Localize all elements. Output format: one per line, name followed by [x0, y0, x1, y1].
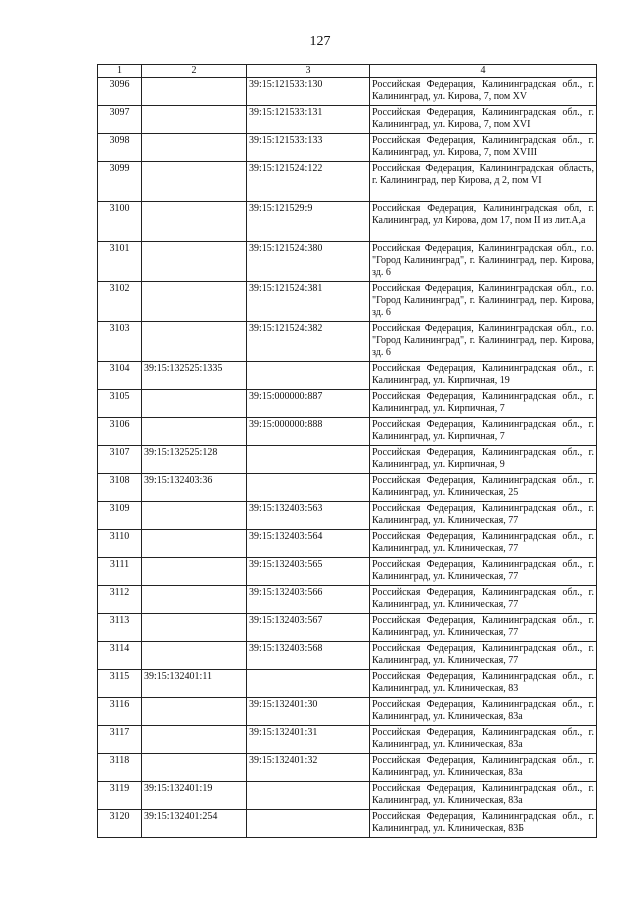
building-cadastral-cell: 39:15:121529:9	[247, 202, 370, 242]
table-row	[98, 558, 597, 586]
land-cadastral-cell	[142, 322, 247, 362]
land-cadastral-cell	[142, 558, 247, 586]
row-number-cell: 3104	[98, 362, 142, 390]
row-number-cell: 3098	[98, 134, 142, 162]
row-number-cell: 3110	[98, 530, 142, 558]
column-header-2: 2	[142, 65, 247, 78]
row-number-cell: 3107	[98, 446, 142, 474]
row-number-cell: 3103	[98, 322, 142, 362]
row-number-cell: 3100	[98, 202, 142, 242]
building-cadastral-cell	[247, 810, 370, 838]
row-number-cell: 3101	[98, 242, 142, 282]
row-number-cell: 3115	[98, 670, 142, 698]
address-cell: Российская Федерация, Калининградская обл., г. Калининград, ул. Клиническая, 77	[370, 614, 597, 642]
address-cell: Российская Федерация, Калининградская обл., г.о. "Город Калининград", г. Калининград, пер. Кирова, зд. 6	[370, 242, 597, 282]
address-cell: Российская Федерация, Калининградская обл., г. Калининград, ул. Кирпичная, 7	[370, 390, 597, 418]
land-cadastral-cell	[142, 642, 247, 670]
table-header	[98, 65, 597, 78]
table-row	[98, 810, 597, 838]
page-number: 127	[309, 34, 331, 49]
building-cadastral-cell: 39:15:132403:567	[247, 614, 370, 642]
address-cell: Российская Федерация, Калининградская обл., г. Калининград, ул. Кирпичная, 19	[370, 362, 597, 390]
row-number-cell: 3111	[98, 558, 142, 586]
land-cadastral-cell	[142, 78, 247, 106]
building-cadastral-cell: 39:15:121533:131	[247, 106, 370, 134]
table-row	[98, 78, 597, 106]
row-number-cell: 3112	[98, 586, 142, 614]
building-cadastral-cell: 39:15:132403:566	[247, 586, 370, 614]
building-cadastral-cell: 39:15:121524:380	[247, 242, 370, 282]
column-header-1: 1	[98, 65, 142, 78]
row-number-cell: 3102	[98, 282, 142, 322]
table-row	[98, 390, 597, 418]
column-header-4: 4	[370, 65, 597, 78]
building-cadastral-cell	[247, 782, 370, 810]
table-row	[98, 474, 597, 502]
address-cell: Российская Федерация, Калининградская обл., г. Калининград, ул. Клиническая, 83Б	[370, 810, 597, 838]
row-number-cell: 3105	[98, 390, 142, 418]
building-cadastral-cell: 39:15:121533:130	[247, 78, 370, 106]
building-cadastral-cell: 39:15:132401:32	[247, 754, 370, 782]
table-row	[98, 446, 597, 474]
table-row	[98, 282, 597, 322]
land-cadastral-cell	[142, 390, 247, 418]
land-cadastral-cell	[142, 726, 247, 754]
table-row	[98, 134, 597, 162]
land-cadastral-cell	[142, 242, 247, 282]
address-cell: Российская Федерация, Калининградская обл., г. Калининград, ул. Кирпичная, 7	[370, 418, 597, 446]
building-cadastral-cell: 39:15:000000:887	[247, 390, 370, 418]
land-cadastral-cell	[142, 418, 247, 446]
header-row	[98, 65, 597, 78]
building-cadastral-cell	[247, 474, 370, 502]
address-cell: Российская Федерация, Калининградская обл., г. Калининград, ул. Клиническая, 77	[370, 586, 597, 614]
building-cadastral-cell: 39:15:132403:563	[247, 502, 370, 530]
row-number-cell: 3108	[98, 474, 142, 502]
table-row	[98, 418, 597, 446]
row-number-cell: 3113	[98, 614, 142, 642]
row-number-cell: 3118	[98, 754, 142, 782]
address-cell: Российская Федерация, Калининградская обл., г. Калининград, ул. Клиническая, 77	[370, 642, 597, 670]
address-cell: Российская Федерация, Калининградская обл., г. Калининград, ул. Клиническая, 83а	[370, 782, 597, 810]
row-number-cell: 3096	[98, 78, 142, 106]
address-cell: Российская Федерация, Калининградская обл., г. Калининград, ул. Клиническая, 83а	[370, 754, 597, 782]
building-cadastral-cell	[247, 446, 370, 474]
row-number-cell: 3119	[98, 782, 142, 810]
land-cadastral-cell	[142, 502, 247, 530]
land-cadastral-cell	[142, 586, 247, 614]
land-cadastral-cell: 39:15:132401:254	[142, 810, 247, 838]
row-number-cell: 3109	[98, 502, 142, 530]
row-number-cell: 3120	[98, 810, 142, 838]
table-row	[98, 754, 597, 782]
address-cell: Российская Федерация, Калининградская обл., г. Калининград, ул. Клиническая, 25	[370, 474, 597, 502]
table-row	[98, 202, 597, 242]
land-cadastral-cell	[142, 202, 247, 242]
address-cell: Российская Федерация, Калининградская обл., г.о. "Город Калининград", г. Калининград, пер. Кирова, зд. 6	[370, 322, 597, 362]
building-cadastral-cell	[247, 362, 370, 390]
land-cadastral-cell	[142, 698, 247, 726]
row-number-cell: 3116	[98, 698, 142, 726]
row-number-cell: 3117	[98, 726, 142, 754]
table-body	[98, 78, 597, 838]
table-row	[98, 162, 597, 202]
row-number-cell: 3099	[98, 162, 142, 202]
table-row	[98, 242, 597, 282]
address-cell: Российская Федерация, Калининградская обл., г. Калининград, ул. Клиническая, 77	[370, 558, 597, 586]
address-cell: Российская Федерация, Калининградская обл., г. Калининград, ул. Клиническая, 83а	[370, 726, 597, 754]
table-row	[98, 586, 597, 614]
building-cadastral-cell: 39:15:121524:381	[247, 282, 370, 322]
land-cadastral-cell: 39:15:132525:1335	[142, 362, 247, 390]
land-cadastral-cell	[142, 282, 247, 322]
address-cell: Российская Федерация, Калининградская область, г. Калининград, пер Кирова, д 2, пом VI	[370, 162, 597, 202]
building-cadastral-cell	[247, 670, 370, 698]
land-cadastral-cell: 39:15:132403:36	[142, 474, 247, 502]
building-cadastral-cell: 39:15:132403:564	[247, 530, 370, 558]
table-row	[98, 782, 597, 810]
table-row	[98, 642, 597, 670]
table-row	[98, 726, 597, 754]
address-cell: Российская Федерация, Калининградская обл., г. Калининград, ул. Кирова, 7, пом XVI	[370, 106, 597, 134]
land-cadastral-cell: 39:15:132525:128	[142, 446, 247, 474]
building-cadastral-cell: 39:15:121524:382	[247, 322, 370, 362]
table-row	[98, 106, 597, 134]
address-cell: Российская Федерация, Калининградская обл., г. Калининград, ул. Кирова, 7, пом XV	[370, 78, 597, 106]
land-cadastral-cell	[142, 106, 247, 134]
building-cadastral-cell: 39:15:121524:122	[247, 162, 370, 202]
land-cadastral-cell	[142, 134, 247, 162]
table-row	[98, 362, 597, 390]
registry-table	[97, 64, 597, 838]
column-header-3: 3	[247, 65, 370, 78]
table-row	[98, 698, 597, 726]
building-cadastral-cell: 39:15:132403:568	[247, 642, 370, 670]
building-cadastral-cell: 39:15:132403:565	[247, 558, 370, 586]
address-cell: Российская Федерация, Калининградская обл., г.о. "Город Калининград", г. Калининград, пер. Кирова, зд. 6	[370, 282, 597, 322]
table-row	[98, 530, 597, 558]
address-cell: Российская Федерация, Калининградская обл., г. Калининград, ул. Клиническая, 77	[370, 530, 597, 558]
row-number-cell: 3106	[98, 418, 142, 446]
table-row	[98, 614, 597, 642]
address-cell: Российская Федерация, Калининградская обл., г. Калининград, ул. Клиническая, 83а	[370, 698, 597, 726]
land-cadastral-cell	[142, 530, 247, 558]
address-cell: Российская Федерация, Калининградская обл, г. Калининград, ул Кирова, дом 17, пом II из лит.А,а	[370, 202, 597, 242]
building-cadastral-cell: 39:15:132401:31	[247, 726, 370, 754]
building-cadastral-cell: 39:15:132401:30	[247, 698, 370, 726]
table-row	[98, 322, 597, 362]
land-cadastral-cell: 39:15:132401:11	[142, 670, 247, 698]
land-cadastral-cell	[142, 754, 247, 782]
address-cell: Российская Федерация, Калининградская обл., г. Калининград, ул. Клиническая, 83	[370, 670, 597, 698]
address-cell: Российская Федерация, Калининградская обл., г. Калининград, ул. Кирова, 7, пом XVIII	[370, 134, 597, 162]
table-row	[98, 670, 597, 698]
land-cadastral-cell	[142, 162, 247, 202]
building-cadastral-cell: 39:15:000000:888	[247, 418, 370, 446]
row-number-cell: 3097	[98, 106, 142, 134]
row-number-cell: 3114	[98, 642, 142, 670]
address-cell: Российская Федерация, Калининградская обл., г. Калининград, ул. Кирпичная, 9	[370, 446, 597, 474]
table-row	[98, 502, 597, 530]
land-cadastral-cell: 39:15:132401:19	[142, 782, 247, 810]
building-cadastral-cell: 39:15:121533:133	[247, 134, 370, 162]
address-cell: Российская Федерация, Калининградская обл., г. Калининград, ул. Клиническая, 77	[370, 502, 597, 530]
land-cadastral-cell	[142, 614, 247, 642]
